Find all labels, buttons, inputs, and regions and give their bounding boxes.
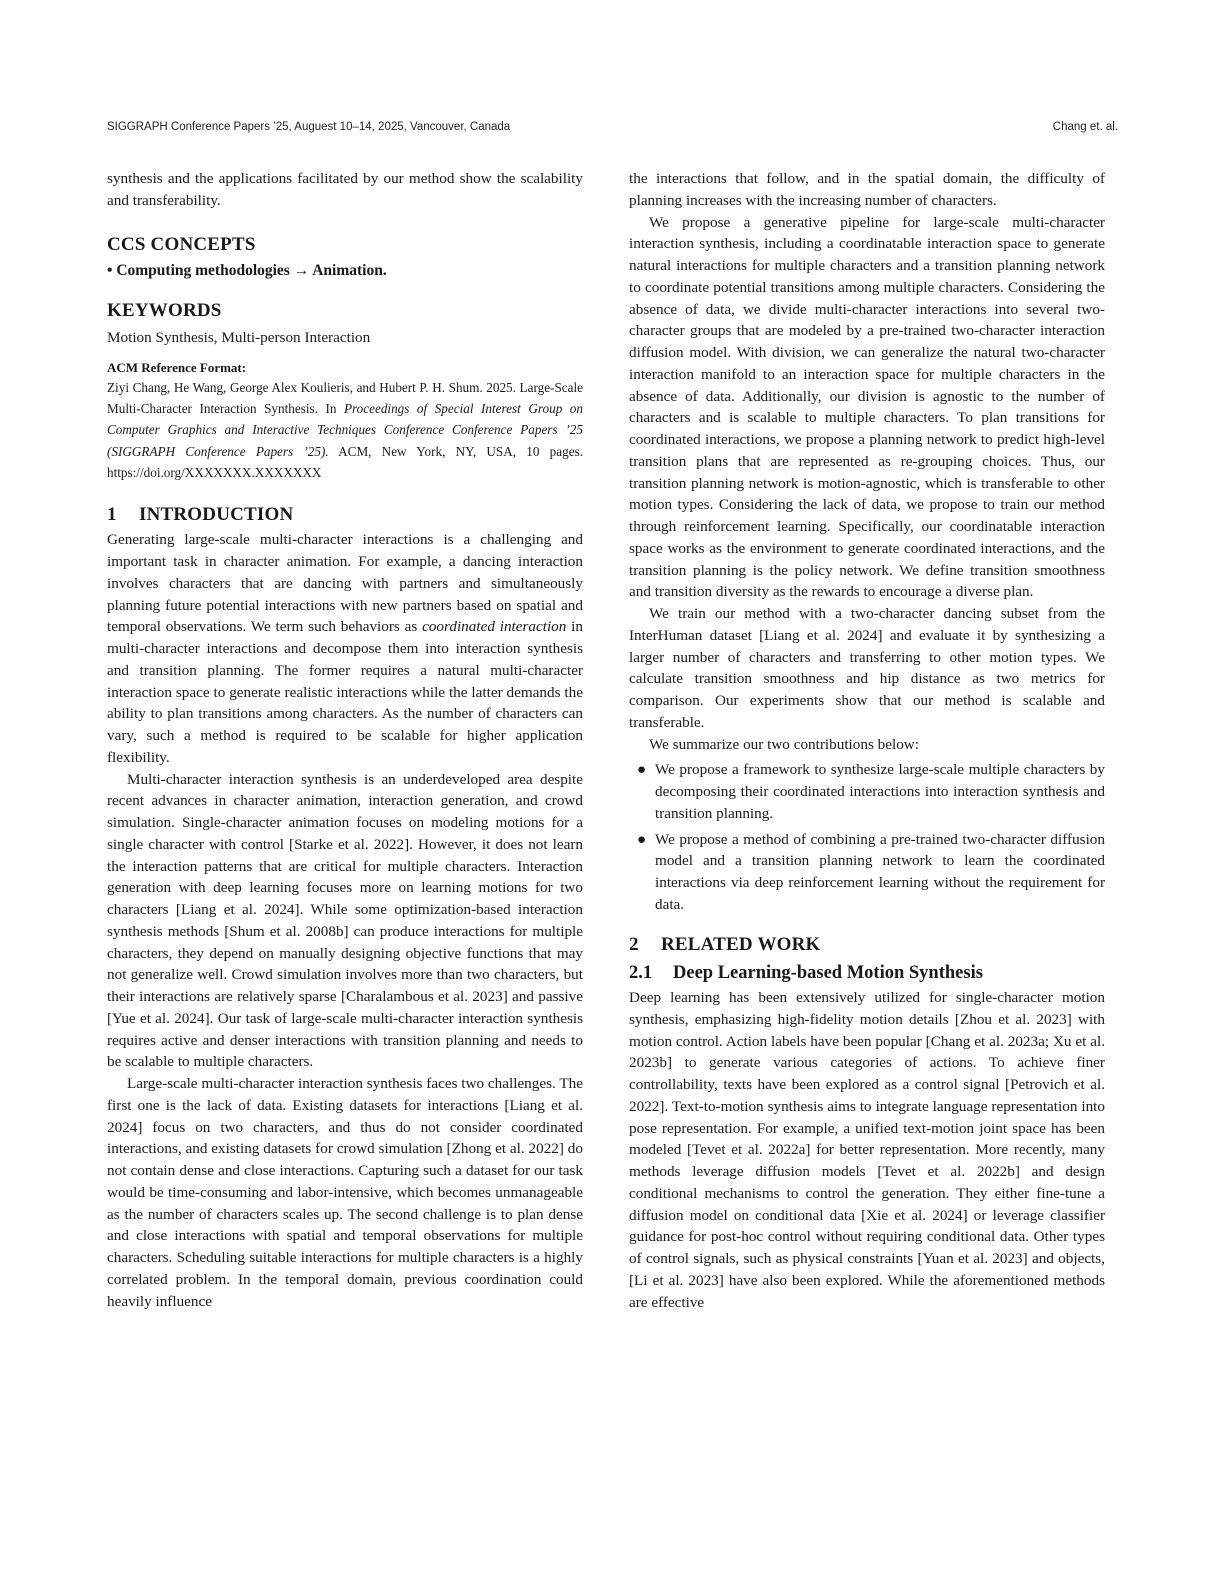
bullet-icon: ● <box>637 761 647 779</box>
intro-paragraph-3-continued: the interactions that follow, and in the spatial domain, the difficulty of planning increases with the increasing number of characters. <box>629 170 1105 209</box>
intro-paragraph-6: We summarize our two contributions below: <box>649 735 919 753</box>
keywords-heading: KEYWORDS <box>107 300 222 321</box>
introduction-heading <box>107 504 583 526</box>
list-item: ● We propose a method of combining a pre-trained two-character diffusion model and a transition planning network to learn the coordinated interactions via deep reinforcement learning without the requirement for data. <box>637 830 1105 913</box>
ccs-text: Computing methodologies → Animation. <box>116 262 387 280</box>
right-column <box>629 168 1105 1313</box>
running-header <box>107 121 1118 139</box>
subsection-title: Deep Learning-based Motion Synthesis <box>673 963 983 984</box>
keywords-text: Motion Synthesis, Multi-person Interaction <box>107 328 371 346</box>
header-authors: Chang et. al. <box>1052 121 1118 133</box>
header-venue: SIGGRAPH Conference Papers ’25, Auguest 10–14, 2025, Vancouver, Canada <box>107 121 511 133</box>
acm-citation-publisher: ACM, New York, NY, USA, 10 pages. https://doi.org/XXXXXXX.XXXXXXX <box>107 443 584 481</box>
related-paragraph-1: Deep learning has been extensively utilized for single-character motion synthesis, emphasizing high-fidelity motion details [Zhou et al. 2023] with motion control. Action labels have been popular [Chang et al. 2023a; Xu et al. 2023b] to generate various categories of actions. To achieve finer controllability, texts have been explored as a control signal [Petrovich et al. 2022]. Text-to-motion synthesis aims to integrate language representation into pose representation. For example, a unified text-motion joint space has been modeled [Tevet et al. 2022a] for better representation. More recently, many methods leverage diffusion models [Tevet et al. 2022b] and design conditional mechanisms to control the generation. They either fine-tune a diffusion model on conditional data [Xie et al. 2024] or leverage classifier guidance for post-hoc control without requiring conditional data. Other types of control signals, such as physical constraints [Yuan et al. 2023] and objects,[Li et al. 2023] have also been explored. While the aforementioned methods are effective <box>629 989 1105 1311</box>
intro-paragraph-4: We propose a generative pipeline for large-scale multi-character interaction synthesis, including a coordinatable interaction space to generate natural interactions for multiple characters and a transition planning network to coordinate potential transitions among multiple characters. Considering the absence of data, we divide multi-character interactions into several two-character groups that are modeled by a pre-trained two-character interaction diffusion model. With division, we can generalize the natural two-character interaction manifold to an interaction space for multiple characters in the absence of data. Additionally, our division is agnostic to the number of characters and is scalable to multiple characters. To plan transitions for coordinated interactions, we propose a planning network to predict high-level transition plans that are represented as re-grouping choices. Thus, our transition planning network is motion-agnostic, which is transferable to other motion types. Considering the lack of data, we propose to train our method through reinforcement learning. Specifically, our coordinatable interaction space works as the environment to generate coordinated interactions, and the transition planning is the policy network. We define transition smoothness and transition diversity as the rewards to encourage a diverse plan. <box>629 213 1105 601</box>
section-number: 1 <box>107 503 117 525</box>
acm-reference-heading: ACM Reference Format: <box>107 359 247 375</box>
ccs-concepts <box>107 260 583 282</box>
ccs-heading: CCS CONCEPTS <box>107 233 256 255</box>
intro-p1-part-a: Generating large-scale multi-character interactions is a challenging and important task in character animation. For example, a dancing interaction involves characters that are dancing with partners and simultaneously planning future potential interactions with new partners based on spatial and temporal observations. We term such behaviors as <box>107 531 583 636</box>
intro-paragraph-2: Multi-character interaction synthesis is an underdeveloped area despite recent advances in character animation, interaction generation, and crowd simulation. Single-character animation focuses on modeling motions for a single character with control [Starke et al. 2022]. However, it does not learn the interaction patterns that are critical for multiple characters. Interaction generation with deep learning focuses more on learning motions for two characters [Liang et al. 2024]. While some optimization-based interaction synthesis methods [Shum et al. 2008b] can produce interactions for multiple characters, they depend on manually designing objective functions that may not generalize well. Crowd simulation involves more than two characters, but their interactions are relatively sparse [Charalambous et al. 2023] and passive [Yue et al. 2024]. Our task of large-scale multi-character interaction synthesis requires active and denser interactions with transition planning and needs to be scalable to multiple characters. <box>107 770 583 1071</box>
related-work-heading <box>629 934 1105 956</box>
left-column <box>107 168 583 1312</box>
ccs-bullet: • <box>107 262 113 280</box>
abstract-tail: synthesis and the applications facilitated by our method show the scalability and transferability. <box>107 170 583 209</box>
section-title: INTRODUCTION <box>139 503 294 525</box>
subsection-heading <box>629 963 1105 985</box>
list-item: ● We propose a framework to synthesize large-scale multiple characters by decomposing their coordinated interactions into interaction synthesis and transition planning. <box>637 761 1105 822</box>
bullet-icon: ● <box>637 830 647 848</box>
section-title: RELATED WORK <box>661 933 821 955</box>
section-number: 2 <box>629 933 639 955</box>
acm-citation-venue: Proceedings of Special Interest Group on Computer Graphics and Interactive Techniques Conference Conference Papers ’25 (SIGGRAPH Conference Papers ’25). <box>107 400 583 459</box>
subsection-number: 2.1 <box>629 963 653 984</box>
contributions-list <box>629 759 1105 915</box>
intro-p1-emphasis: coordinated interaction <box>422 618 567 636</box>
acm-reference-text <box>107 377 583 484</box>
intro-paragraph-3: Large-scale multi-character interaction synthesis faces two challenges. The first one is the lack of data. Existing datasets for interactions [Liang et al. 2024] focus on two characters, and thus do not consider coordinated interactions, and existing datasets for crowd simulation [Zhong et al. 2022] do not contain dense and close interactions. Capturing such a dataset for our task would be time-consuming and labor-intensive, which becomes unmanageable as the number of characters scales up. The second challenge is to plan dense and close interactions with spatial and temporal observations for multiple characters. Scheduling suitable interactions for multiple characters is a highly correlated problem. In the temporal domain, previous coordination could heavily influence <box>107 1075 583 1310</box>
acm-citation-authors: Ziyi Chang, He Wang, George Alex Koulieris, and Hubert P. H. Shum. 2025. Large-Scale Multi-Character Interaction Synthesis. In <box>107 379 583 416</box>
intro-p1-part-b: in multi-character interactions and decompose them into interaction synthesis and transition planning. The former requires a natural multi-character interaction space to generate realistic interactions while the latter demands the ability to plan transitions among characters. As the number of characters can vary, such a method is required to be scalable for higher application flexibility. <box>107 618 583 766</box>
intro-paragraph-5: We train our method with a two-character dancing subset from the InterHuman dataset [Liang et al. 2024] and evaluate it by synthesizing a larger number of characters and transferring to other motion types. We calculate transition smoothness and hip distance as two metrics for comparison. Our experiments show that our method is scalable and transferable. <box>629 605 1105 731</box>
intro-paragraph-1 <box>107 529 583 768</box>
